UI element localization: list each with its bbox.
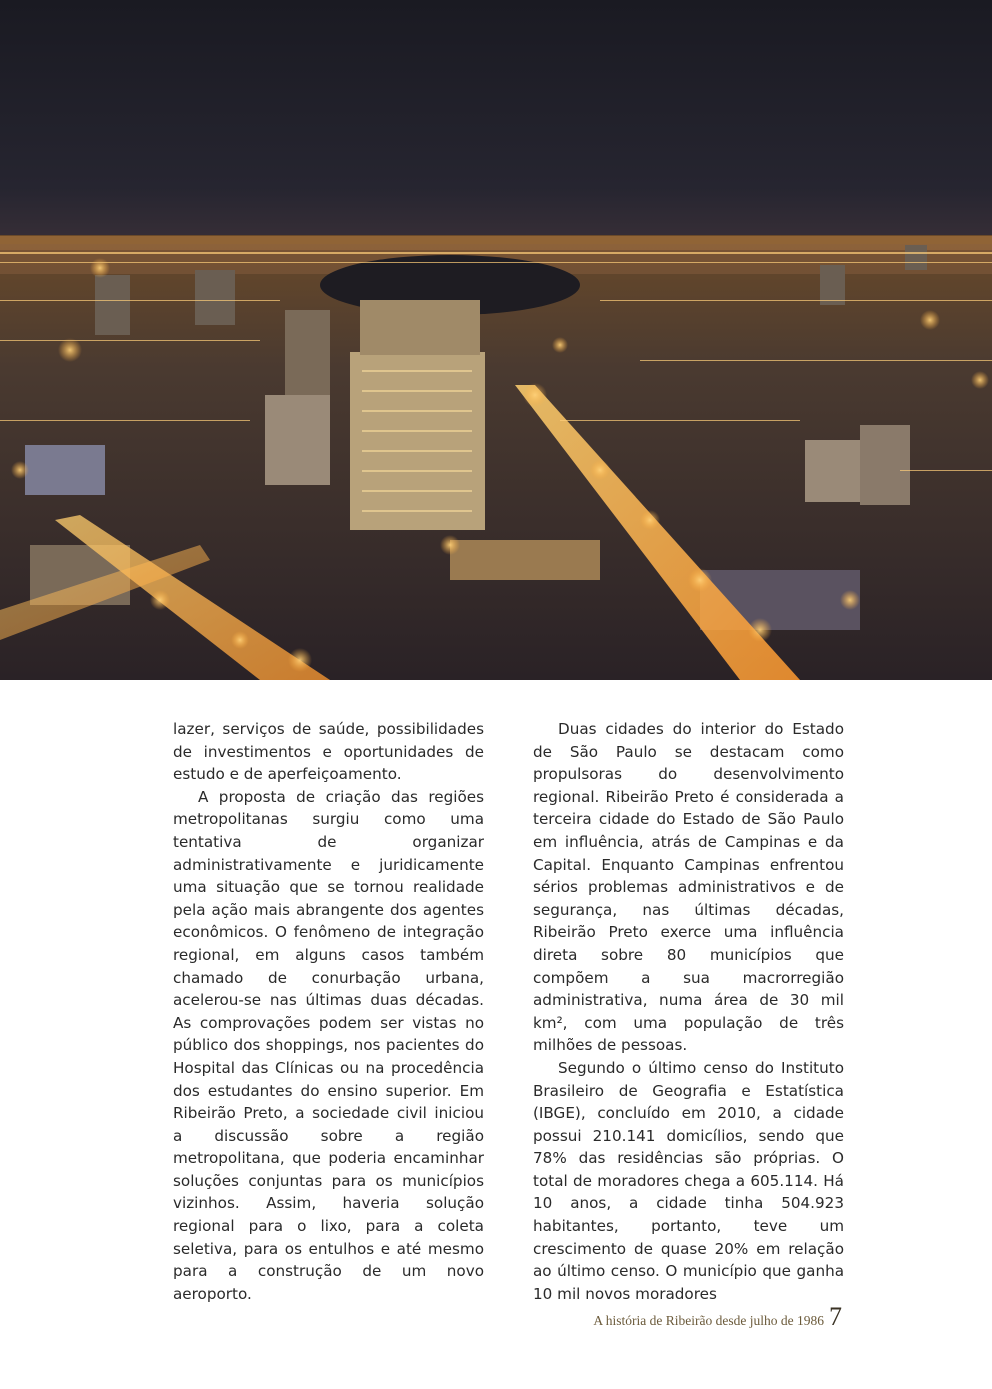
page-number: 7 — [829, 1302, 842, 1331]
city-skyline-illustration — [0, 0, 992, 680]
paragraph: A proposta de criação das regiões metropolitanas surgiu como uma tentativa de organizar administrativamente e juridicamente uma situação que se tornou realidade pela ação mais abrangente dos agentes econômicos. O fenômeno de integração regional, em alguns casos também chamado de conurbação urbana, acelerou-se nas últimas duas décadas. As comprovações podem ser vistas no público dos shoppings, nos pacientes do Hospital das Clínicas ou na procedência dos estudantes do ensino superior. Em Ribeirão Preto, a sociedade civil iniciou a discussão sobre a região metropolitana, que poderia encaminhar soluções conjuntas para os municípios vizinhos. Assim, haveria solução regional para o lixo, para a coleta seletiva, para os entulhos e até mesmo para a construção de um novo aeroporto. — [173, 787, 484, 1303]
paragraph: lazer, serviços de saúde, possibilidades de investimentos e oportunidades de estudo e de aperfeiçoamento. — [173, 720, 484, 784]
paragraph: Segundo o último censo do Instituto Brasileiro de Geografia e Estatística (IBGE), concluído em 2010, a cidade possui 210.141 domicílios, sendo que 78% das residências são próprias. O total de moradores chega a 605.114. Há 10 anos, a cidade tinha 504.923 habitantes, portanto, teve um crescimento de quase 20% em relação ao último censo. O município que ganha 10 mil novos moradores — [533, 1058, 844, 1303]
article-left-column — [173, 718, 484, 1305]
running-title: A história de Ribeirão desde julho de 1986 — [593, 1313, 824, 1328]
night-city-photo — [0, 0, 992, 680]
paragraph: Duas cidades do interior do Estado de São Paulo se destacam como propulsoras do desenvolvimento regional. Ribeirão Preto é considerada a terceira cidade do Estado de São Paulo em influência, atrás de Campinas e da Capital. Enquanto Campinas enfrentou sérios problemas administrativos e de segurança, nas últimas décadas, Ribeirão Preto exerce uma influência direta sobre 80 municípios que compõem a sua macrorregião administrativa, numa área de 30 mil km², com uma população de três milhões de pessoas. — [533, 720, 844, 1055]
article-right-column — [533, 718, 844, 1305]
page-footer — [593, 1302, 842, 1332]
